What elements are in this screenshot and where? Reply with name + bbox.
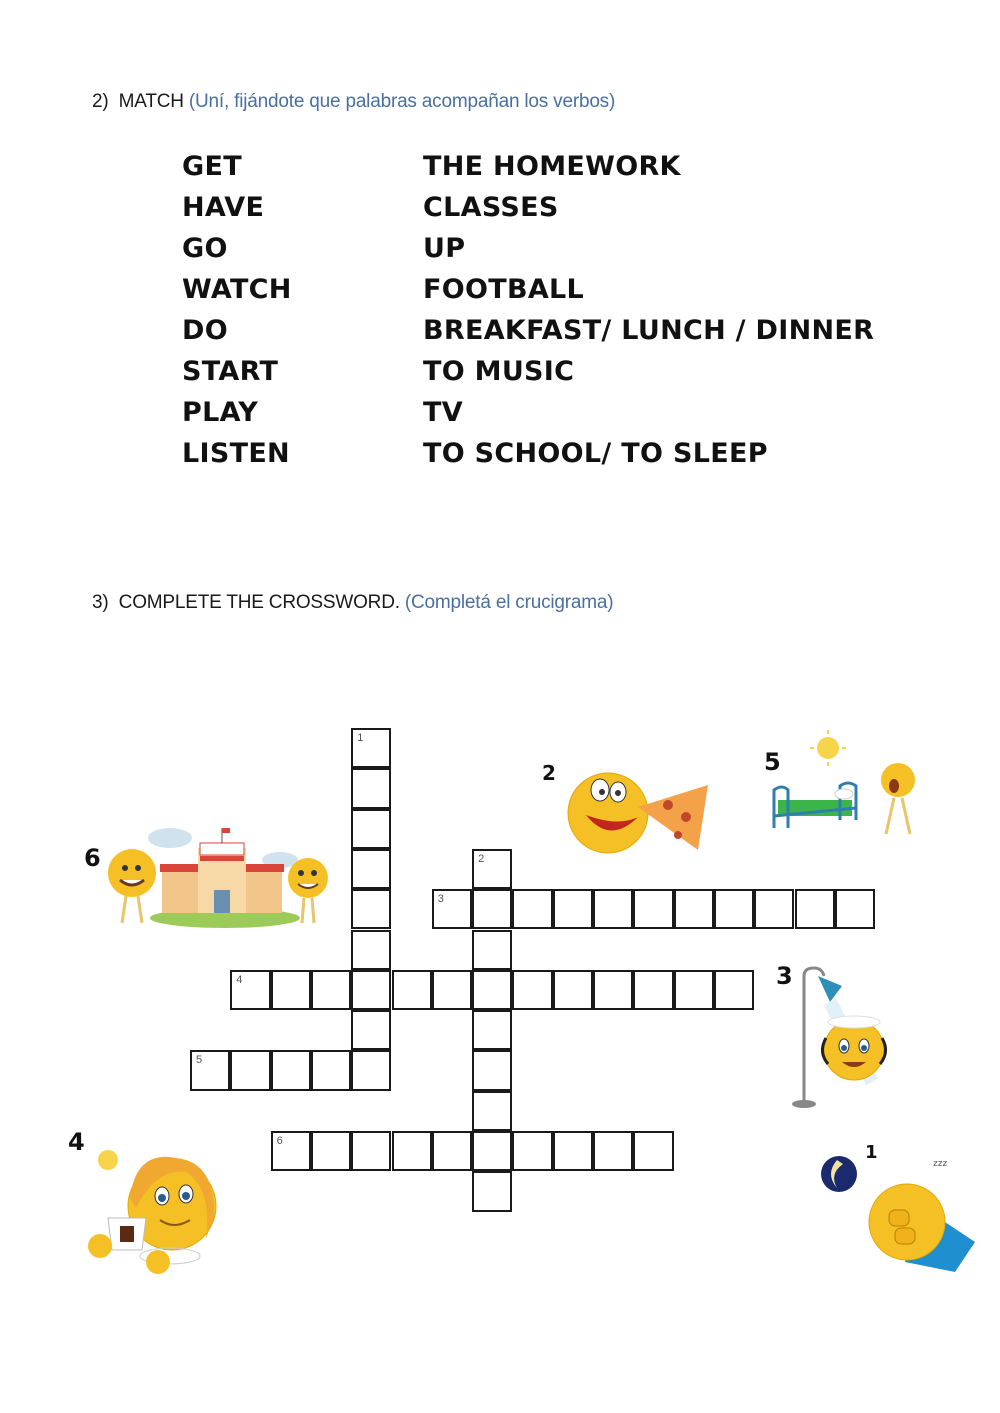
eating-pizza-emoji-icon (538, 755, 728, 860)
crossword-cell[interactable] (271, 1131, 311, 1171)
picture-number: 3 (776, 962, 793, 990)
clue-number: 6 (276, 1135, 283, 1147)
crossword-cell[interactable] (633, 970, 673, 1010)
picture-4 (66, 1128, 236, 1283)
complement: TV (423, 397, 463, 428)
crossword-cell[interactable] (472, 849, 512, 889)
crossword-cell[interactable] (271, 1050, 311, 1090)
crossword-cell[interactable] (190, 1050, 230, 1090)
section-3-heading (92, 592, 613, 614)
crossword-cell[interactable] (432, 970, 472, 1010)
crossword-cell[interactable] (432, 1131, 472, 1171)
complement: TO MUSIC (423, 356, 575, 387)
clue-number: 1 (357, 732, 364, 744)
verb: GET (182, 151, 242, 182)
crossword-cell[interactable] (230, 1050, 270, 1090)
crossword-cell[interactable] (472, 889, 512, 929)
crossword-cell[interactable] (472, 1050, 512, 1090)
crossword-cell[interactable] (674, 970, 714, 1010)
crossword-cell[interactable] (351, 849, 391, 889)
clue-number: 5 (196, 1054, 203, 1067)
verb: HAVE (182, 192, 265, 223)
crossword-cell[interactable] (271, 970, 311, 1010)
verb: WATCH (182, 274, 292, 305)
crossword-cell[interactable] (432, 889, 472, 929)
picture-3 (772, 962, 932, 1112)
crossword-cell[interactable] (512, 970, 552, 1010)
picture-number: 1 (865, 1142, 878, 1163)
crossword-cell[interactable] (512, 889, 552, 929)
crossword-cell[interactable] (472, 970, 512, 1010)
section-number: 3) (92, 592, 109, 613)
clue-number: 4 (236, 973, 243, 986)
crossword-cell[interactable] (835, 889, 875, 929)
verb: GO (182, 233, 228, 264)
crossword-cell[interactable] (795, 889, 835, 929)
crossword-cell[interactable] (553, 889, 593, 929)
section-title: COMPLETE THE CROSSWORD. (118, 592, 400, 613)
crossword-cell[interactable] (714, 970, 754, 1010)
picture-5 (764, 728, 924, 848)
section-note: (Completá el crucigrama) (404, 592, 614, 613)
crossword-cell[interactable] (351, 728, 391, 768)
section-note: (Uní, fijándote que palabras acompañan los verbos) (188, 91, 616, 112)
crossword-cell[interactable] (593, 889, 633, 929)
crossword-cell[interactable] (230, 970, 270, 1010)
crossword-cell[interactable] (351, 930, 391, 970)
picture-number: 2 (542, 761, 556, 785)
complement: THE HOMEWORK (423, 151, 681, 182)
section-2-heading (92, 91, 615, 113)
crossword-cell[interactable] (633, 1131, 673, 1171)
verb: DO (182, 315, 228, 346)
crossword-cell[interactable] (553, 1131, 593, 1171)
complement: CLASSES (423, 192, 559, 223)
crossword-cell[interactable] (512, 1131, 552, 1171)
svg-text:zzz: zzz (933, 1159, 948, 1169)
breakfast-coffee-emoji-icon (66, 1128, 236, 1283)
waking-up-bed-sun-icon (764, 728, 924, 848)
picture-1 (815, 1142, 980, 1277)
crossword-cell[interactable] (351, 768, 391, 808)
picture-number: 6 (84, 844, 101, 872)
shower-emoji-icon (772, 962, 932, 1112)
complement: BREAKFAST/ LUNCH / DINNER (423, 315, 875, 346)
crossword-cell[interactable] (472, 1131, 512, 1171)
clue-number: 2 (478, 852, 485, 865)
section-title: MATCH (118, 91, 184, 112)
complement: TO SCHOOL/ TO SLEEP (423, 438, 768, 469)
crossword-cell[interactable] (593, 1131, 633, 1171)
verb: LISTEN (182, 438, 290, 469)
crossword-cell[interactable] (472, 1171, 512, 1211)
picture-2 (538, 755, 728, 860)
crossword-cell[interactable] (351, 1010, 391, 1050)
sleeping-emoji-moon-icon (815, 1142, 980, 1277)
crossword-cell[interactable] (351, 970, 391, 1010)
crossword-cell[interactable] (754, 889, 794, 929)
crossword-cell[interactable] (553, 970, 593, 1010)
crossword-cell[interactable] (392, 970, 432, 1010)
section-number: 2) (92, 91, 109, 112)
crossword-cell[interactable] (674, 889, 714, 929)
crossword-cell[interactable] (311, 1131, 351, 1171)
crossword-cell[interactable] (351, 889, 391, 929)
crossword-cell[interactable] (593, 970, 633, 1010)
verb: PLAY (182, 397, 259, 428)
crossword-cell[interactable] (351, 809, 391, 849)
picture-6 (80, 818, 340, 933)
crossword-cell[interactable] (472, 1091, 512, 1131)
crossword-cell[interactable] (392, 1131, 432, 1171)
complement: UP (423, 233, 466, 264)
crossword-cell[interactable] (311, 970, 351, 1010)
picture-number: 4 (68, 1128, 85, 1156)
crossword-cell[interactable] (351, 1050, 391, 1090)
crossword-cell[interactable] (472, 1010, 512, 1050)
school-building-emoji-icon (80, 818, 340, 933)
clue-number: 3 (437, 893, 444, 906)
crossword-cell[interactable] (714, 889, 754, 929)
crossword-cell[interactable] (311, 1050, 351, 1090)
verb: START (182, 356, 279, 387)
crossword-cell[interactable] (633, 889, 673, 929)
crossword-cell[interactable] (351, 1131, 391, 1171)
picture-number: 5 (764, 748, 781, 776)
complement: FOOTBALL (423, 274, 585, 305)
crossword-cell[interactable] (472, 930, 512, 970)
